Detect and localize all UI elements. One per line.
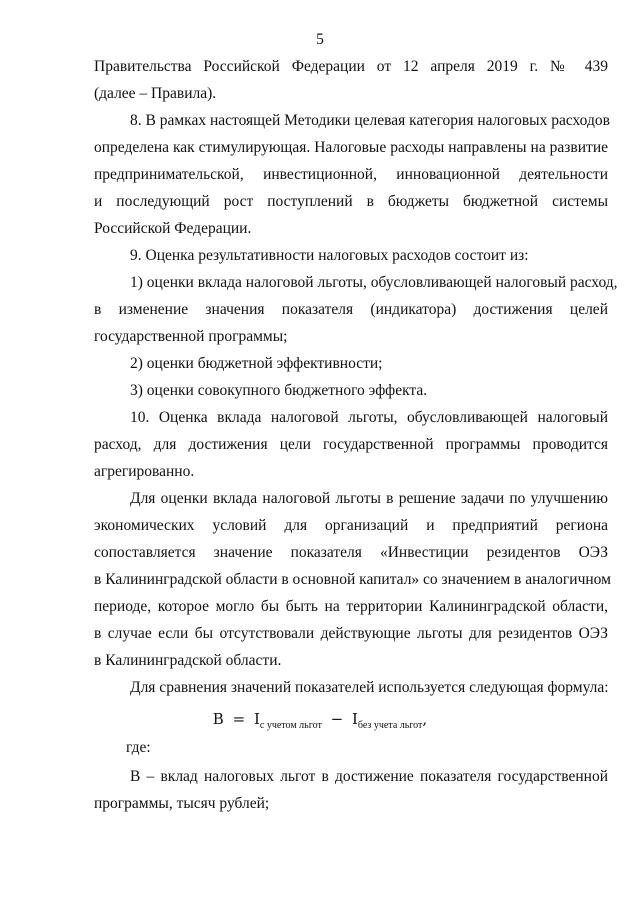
text-line: Для оценки вклада налоговой льготы в решение задачи по улучшению	[130, 490, 608, 507]
text-line: Российской Федерации.	[94, 220, 252, 237]
text-line: 2) оценки бюджетной эффективности;	[130, 355, 383, 372]
text-line: (далее – Правила).	[94, 85, 217, 102]
text-line: экономических условий для организаций и предприятий региона	[94, 517, 608, 534]
text-line: 3) оценки совокупного бюджетного эффекта.	[130, 382, 428, 399]
text-line: в Калининградской области в основной капитал» со значением в аналогичном	[94, 571, 611, 588]
text-line: 9. Оценка результативности налоговых расходов состоит из:	[130, 247, 529, 264]
formula-trail: ,	[422, 710, 428, 728]
text-line: в случае если бы отсутствовали действующие льготы для резидентов ОЭЗ	[94, 625, 608, 642]
text-line: Правительства Российской Федерации от 12 апреля 2019 г. № 439	[94, 58, 608, 75]
text-line: 8. В рамках настоящей Методики целевая категория налоговых расходов	[130, 112, 610, 129]
formula	[0, 707, 640, 738]
formula-minus: −	[330, 710, 344, 728]
text-line: определена как стимулирующая. Налоговые расходы направлены на развитие	[94, 139, 608, 156]
text-line: В – вклад налоговых льгот в достижение показателя государственной	[130, 768, 608, 785]
text-line: программы, тысяч рублей;	[94, 795, 270, 812]
text-line: 1) оценки вклада налоговой льготы, обусловливающей налоговый расход,	[130, 274, 618, 291]
formula-lhs: B	[212, 710, 224, 728]
text-line: агрегированно.	[94, 463, 195, 480]
text-line: в Калининградской области.	[94, 652, 282, 669]
formula-term2: I	[351, 710, 358, 728]
page-number: 5	[316, 31, 324, 48]
formula-term1-subscript: с учетом льгот	[259, 720, 322, 731]
formula-term2-subscript: без учета льгот	[357, 720, 423, 731]
where-label: где:	[126, 739, 151, 756]
text-line: 10. Оценка вклада налоговой льготы, обусловливающей налоговый	[130, 409, 608, 426]
formula-equals: =	[232, 710, 246, 728]
formula-term1: I	[253, 710, 260, 728]
text-line: в изменение значения показателя (индикатора) достижения целей	[94, 301, 608, 318]
text-line: и последующий рост поступлений в бюджеты бюджетной системы	[94, 193, 608, 210]
text-line: Для сравнения значений показателей используется следующая формула:	[130, 679, 609, 696]
text-line: государственной программы;	[94, 328, 288, 345]
text-line: расход, для достижения цели государственной программы проводится	[94, 436, 608, 453]
text-line: сопоставляется значение показателя «Инвестиции резидентов ОЭЗ	[94, 544, 608, 561]
text-line: периоде, которое могло бы быть на территории Калининградской области,	[94, 598, 608, 615]
text-line: предпринимательской, инвестиционной, инновационной деятельности	[94, 166, 608, 183]
